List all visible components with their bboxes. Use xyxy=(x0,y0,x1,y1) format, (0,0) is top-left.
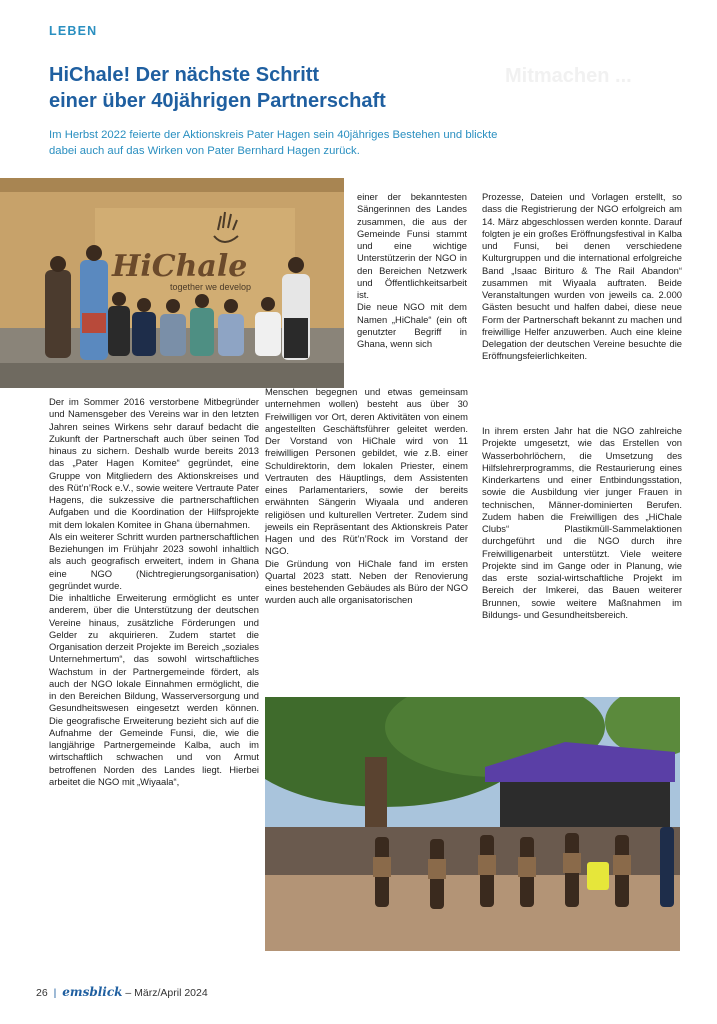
wall-title-text: HiChale xyxy=(112,249,248,284)
paragraph: Als ein weiterer Schritt wurden partnerschaftlichen Beziehungen im Frühjahr 2023 sowohl inhaltlich als auch geografisch erweitert, indem in Ghana eine NGO (Nichtregierungsorganisation) gegründet wurde. xyxy=(49,530,259,591)
article-headline xyxy=(49,62,469,114)
page-number: 26 xyxy=(36,987,48,999)
paragraph: Die inhaltliche Erweiterung ermöglicht es unter anderem, über die Unterstützung der deutschen Vereine hinaus, zusätzliche Förderungen und Gelder zu akquirieren. Zudem startet die Organisation derzeit Projekte im Bereich „soziales Unternehmertum“, das sowohl wirtschaftliches Wachstum in der Partnergemeinde fördert, als auch der NGO lokale Einnahmen ermöglicht, die in den Bereichen Bildung, Wasserversorgung und Gesundheitswesen eingesetzt werden können. Die geografische Erweiterung bezieht sich auf die Aufnahme der Gemeinde Funsi, die, wie die langjährige Partnergemeinde Kalba, auch im wirtschaftlich schwachen und von Armut betroffenen Norden des Landes liegt. Hierbei arbeitet die NGO mit „Wiyaala“, xyxy=(49,592,259,787)
footer-separator: | xyxy=(53,987,57,999)
paragraph: Die Gründung von HiChale fand im ersten Quartal 2023 statt. Neben der Renovierung eines bestehenden Gebäudes als Büro der NGO wurden auch alle organisatorischen xyxy=(265,557,468,606)
text-column-3-bottom xyxy=(482,425,682,621)
headline-line-2: einer über 40jährigen Partnerschaft xyxy=(49,90,386,112)
headline-line-1: HiChale! Der nächste Schritt xyxy=(49,64,320,86)
text-column-2-bottom xyxy=(265,386,468,607)
text-column-3-top xyxy=(482,191,682,363)
paragraph: Der im Sommer 2016 verstorbene Mitbegründer und Namensgeber des Vereins war in den letzten Jahren seines Wirkens sehr darauf bedacht die Zukunft der Partnerschaft auch über seinen Tod hinaus zu sichern. Deshalb wurde bereits 2013 das „Pater Hagen Komitee“ gegründet, eine Gruppe von Mitgliedern des Aktionskreises und des Rüt’n’Rock e.V., sowie weitere Vertraute Pater Hagens, die sukzessive die partnerschaftlichen Aufgaben und die Koordination der Hilfsprojekte mit dem lokalen Komitee in Ghana übernahmen. xyxy=(49,396,259,530)
section-label: LEBEN xyxy=(49,24,98,38)
paragraph: einer der bekanntesten Sängerinnen des Landes zusammen, die aus der Gemeinde Funsi stammt und eine wichtige Unterstützerin der NGO in den Bereichen Netzwerk und Öffentlichkeitsarbeit ist. xyxy=(357,191,467,300)
ghost-show-through-text: Mitmachen ... xyxy=(505,65,632,87)
article-lead: Im Herbst 2022 feierte der Aktionskreis Pater Hagen sein 40jähriges Bestehen und blickte dabei auch auf das Wirken von Pater Bernhard Hagen zurück. xyxy=(49,129,498,157)
paragraph: Menschen begegnen und etwas gemeinsam unternehmen wollen) besteht aus über 30 Freiwilligen vor Ort, deren Aktivitäten von einem angestellten Geschäftsführer geleitet werden. Der Vorstand von HiChale wird von 11 freiwilligen Personen gebildet, wie z.B. einer Schuldirektorin, dem lokalen Priester, einem Vertrauten des Häuptlings, dem Assistenten eines Parlamentariers, sowie der bereits erwähnten Sängerin Wiyaala und anderen religiösen und kulturellen Vertreter. Zudem sind jeweils ein Repräsentant des Aktionskreis Pater Hagen und des Rüt’n’Rock im Vorstand der NGO. xyxy=(265,386,468,557)
issue-date: – März/April 2024 xyxy=(125,987,208,999)
text-column-2-top xyxy=(357,191,467,350)
group-photo-illustration xyxy=(0,178,344,388)
group-photo-hichale-building xyxy=(0,178,344,388)
paragraph: Prozesse, Dateien und Vorlagen erstellt, so dass die Registrierung der NGO erfolgreich am 14. März abgeschlossen werden konnte. Darauf folgten je ein großes Eröffnungsfestival in Kalba und Funsi, bei denen verschiedene Kulturgruppen und die international erfolgreiche Band „Isaac Birituro & The Rail Abandon“ zusammen mit Wiyaala auftraten. Beide Veranstaltungen wurden von jeweils ca. 2.000 Gästen besucht und halfen dabei, diese neue Form der Partnerschaft bekannt zu machen und freiwillige Helfer anzuwerben. Auch eine kleine Delegation der deutschen Vereine besuchte die Eröffnungsfeierlichkeiten. xyxy=(482,191,682,362)
festival-photo-illustration xyxy=(265,697,680,951)
paragraph: Die neue NGO mit dem Namen „HiChale“ (ein oft genutzter Begriff in Ghana, wenn sich xyxy=(357,301,467,349)
festival-dancers-photo xyxy=(265,697,680,951)
magazine-name: emsblick xyxy=(62,985,123,999)
text-column-1 xyxy=(49,396,259,788)
page-footer xyxy=(36,985,208,999)
wall-slogan-text: together we develop xyxy=(170,282,252,292)
paragraph: In ihrem ersten Jahr hat die NGO zahlreiche Projekte umgesetzt, wie das Erstellen von Wasserbohrlöchern, die Umsetzung des Hilfslehrerprogramms, die Restaurierung eines Kinderkartens und einer Entbindungsstation, sowie die Ausbildung vier junger Frauen in technischen, Männer-dominierten Berufen. Zudem haben die Freiwilligen des „HiChale Clubs“ Plastikmüll-Sammelaktionen durchgeführt und die NGO durch ihre Freiwilligenarbeit unterstützt. Viele weitere Projekte sind im Gange oder in Planung, wie das erste sozial-wirtschaftliche Projekt im Bereich der Imkerei, das Bauen weiterer Brunnen, sowie weitere Maßnahmen im Bildungs- und Gesundheitsbereich. xyxy=(482,425,682,620)
